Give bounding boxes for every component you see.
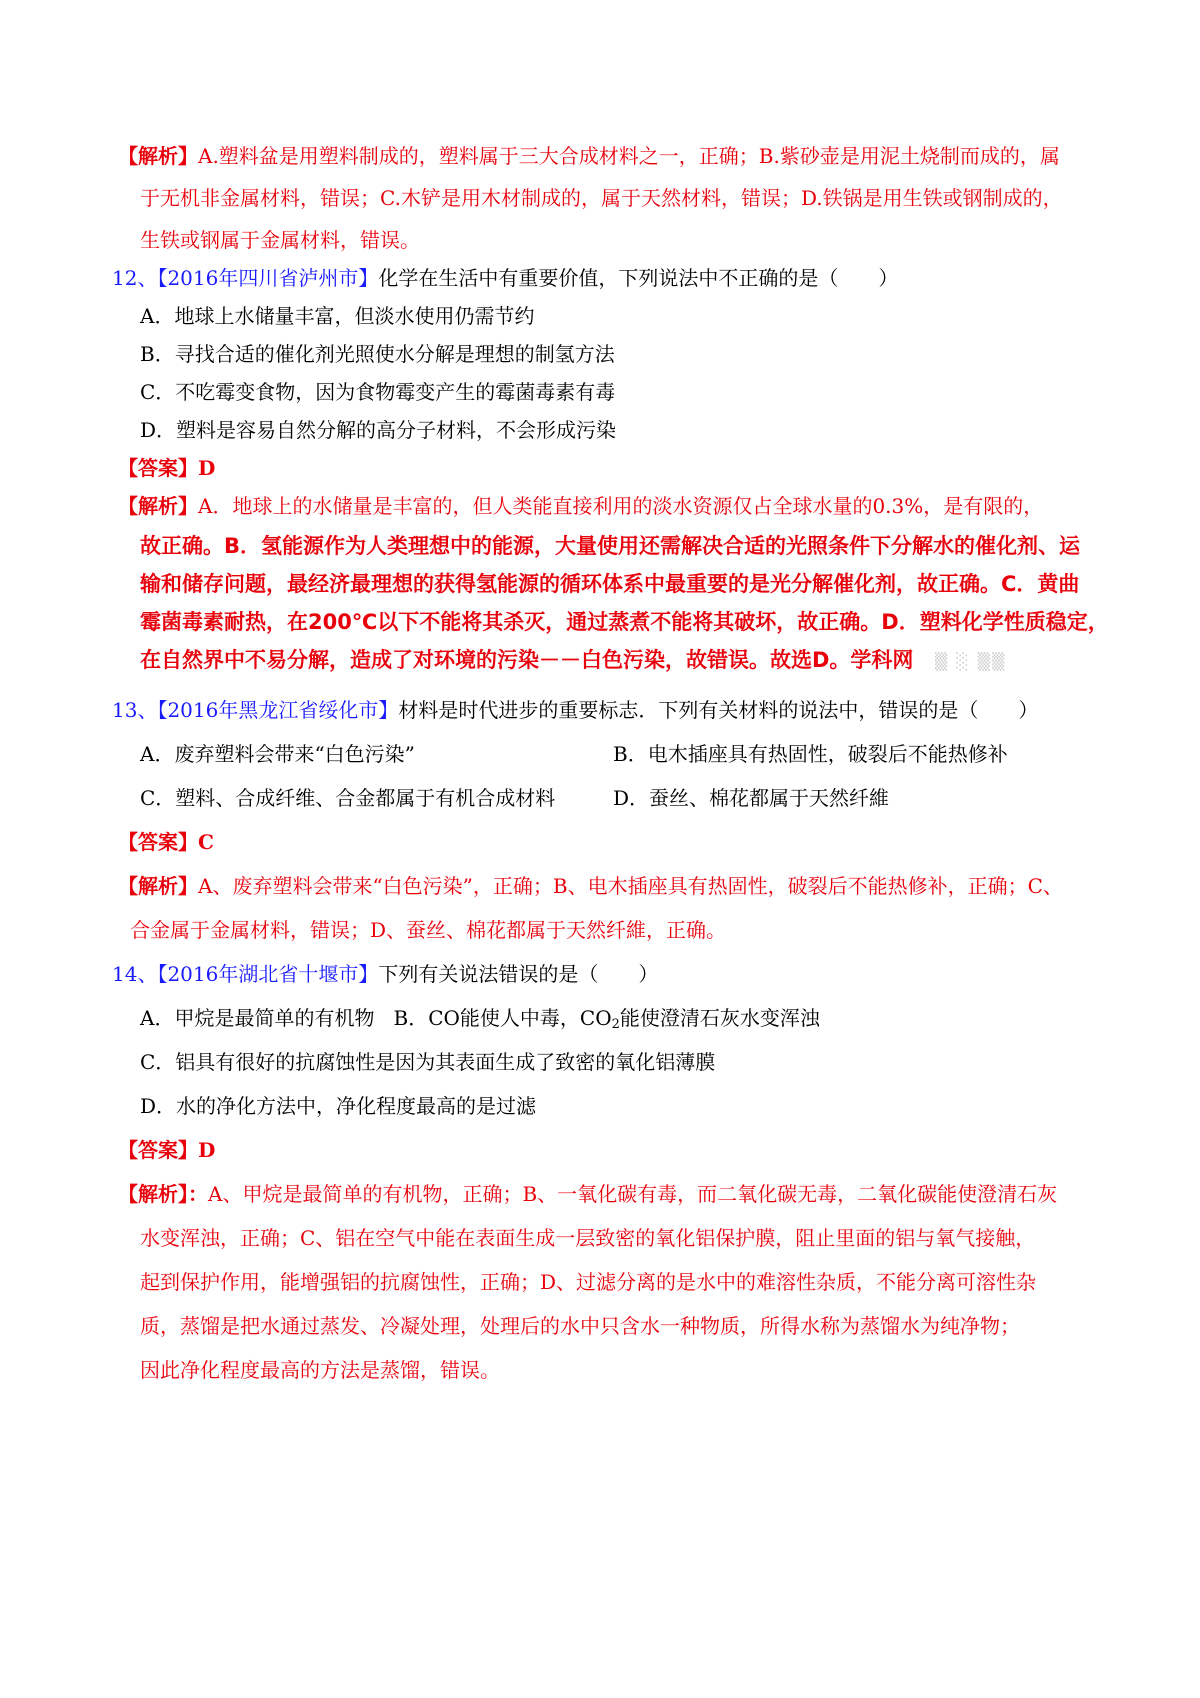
question-12-analysis-line-5: 在自然界中不易分解，造成了对环境的污染－－白色污染，故错误。故选D。学科网 (140, 648, 914, 672)
question-source: 【2016年四川省泸州市】 (157, 266, 379, 290)
question-14-analysis-line-1: 【解析】：A、甲烷是最简单的有机物，正确；B、一氧化碳有毒，而二氧化碳无毒，二氧化碳能使澄清石灰 (118, 1182, 1058, 1206)
question-14-option-d: D．水的净化方法中，净化程度最高的是过滤 (140, 1094, 537, 1118)
analysis-label: 【解析】： (118, 1182, 208, 1206)
answer-value: C (198, 830, 214, 854)
answer-label: 【答案】 (118, 456, 198, 480)
answer-label: 【答案】 (118, 830, 198, 854)
prev-analysis-line-3: 生铁或钢属于金属材料，错误。 (140, 228, 420, 252)
answer-label: 【答案】 (118, 1138, 198, 1162)
question-12-answer (118, 458, 215, 478)
question-14-analysis-line-5: 因此净化程度最高的方法是蒸馏，错误。 (140, 1358, 500, 1382)
question-13-analysis-line-2: 合金属于金属材料，错误；D、蚕丝、棉花都属于天然纤維，正确。 (130, 918, 727, 942)
question-12-option-b: B．寻找合适的催化剂光照使水分解是理想的制氢方法 (140, 342, 615, 366)
question-13-analysis-line-1: 【解析】A、废弃塑料会带来“白色污染”，正确；B、电木插座具有热固性，破裂后不能热修补，正确；C、 (118, 874, 1063, 898)
question-13-option-a: A．废弃塑料会带来“白色污染” (140, 742, 415, 766)
analysis-label: 【解析】 (118, 144, 198, 168)
question-12-option-c: C．不吃霉变食物，因为食物霉变产生的霉菌毒素有毒 (140, 380, 616, 404)
question-13-answer (118, 832, 214, 852)
question-text: 化学在生活中有重要价值，下列说法中不正确的是（ ） (378, 266, 899, 290)
question-text: 材料是时代进步的重要标志．下列有关材料的说法中，错误的是（ ） (398, 698, 1039, 722)
question-12-analysis-line-1: 【解析】A．地球上的水储量是丰富的，但人类能直接利用的淡水资源仅占全球水量的0.3%，是有限的， (118, 494, 1044, 518)
question-14-stem (112, 964, 658, 984)
question-12-analysis-line-3: 输和储存问题，最经济最理想的获得氢能源的循环体系中最重要的是光分解催化剂，故正确。C．黄曲 (140, 572, 1080, 596)
answer-value: D (198, 1138, 216, 1162)
question-14-option-c: C．铝具有很好的抗腐蚀性是因为其表面生成了致密的氧化铝薄膜 (140, 1050, 716, 1074)
question-12-analysis-line-2: 故正确。B．氢能源作为人类理想中的能源，大量使用还需解决合适的光照条件下分解水的催化剂、运 (140, 534, 1081, 558)
question-number: 12、 (112, 266, 158, 290)
prev-analysis-line-2: 于无机非金属材料，错误；C.木铲是用木材制成的，属于天然材料，错误；D.铁锅是用生铁或钢制成的， (140, 186, 1063, 210)
question-12-stem (112, 268, 898, 288)
analysis-label: 【解析】 (118, 494, 198, 518)
question-source: 【2016年湖北省十堰市】 (157, 962, 379, 986)
question-source: 【2016年黑龙江省绥化市】 (157, 698, 399, 722)
question-14-option-a: A．甲烷是最简单的有机物 (140, 1006, 375, 1030)
question-number: 13、 (112, 698, 158, 722)
question-12-option-a: A．地球上水储量丰富，但淡水使用仍需节约 (140, 304, 535, 328)
question-14-analysis-line-4: 质，蒸馏是把水通过蒸发、冷凝处理，处理后的水中只含水一种物质，所得水称为蒸馏水为纯净物； (140, 1314, 1020, 1338)
question-14-options-ab (140, 1006, 820, 1032)
question-number: 14、 (112, 962, 158, 986)
analysis-label: 【解析】 (118, 874, 198, 898)
question-12-option-d: D．塑料是容易自然分解的高分子材料，不会形成污染 (140, 418, 617, 442)
question-14-option-b: B．CO能使人中毒，$CO_2$能使澄清石灰水变浑浊 (393, 1006, 820, 1032)
question-13-stem (112, 700, 1038, 720)
question-12-analysis-line-4: 霉菌毒素耐热，在200℃以下不能将其杀灭，通过蒸煮不能将其破坏，故正确。D．塑料化学性质稳定， (140, 610, 1109, 634)
prev-analysis-line-1: 【解析】A.塑料盆是用塑料制成的，塑料属于三大合成材料之一，正确；B.紫砂壶是用泥土烧制而成的，属 (118, 144, 1060, 168)
question-14-analysis-line-3: 起到保护作用，能增强铝的抗腐蚀性，正确；D、过滤分离的是水中的难溶性杂质，不能分离可溶性杂 (140, 1270, 1037, 1294)
question-14-analysis-line-2: 水变浑浊，正确；C、铝在空气中能在表面生成一层致密的氧化铝保护膜，阻止里面的铝与氧气接触， (140, 1226, 1036, 1250)
question-text: 下列有关说法错误的是（ ） (378, 962, 659, 986)
question-13-option-b: B．电木插座具有热固性，破裂后不能热修补 (613, 742, 1008, 766)
question-13-option-c: C．塑料、合成纤维、合金都属于有机合成材料 (140, 786, 556, 810)
question-14-answer (118, 1140, 215, 1160)
question-13-option-d: D．蚕丝、棉花都属于天然纤維 (613, 786, 890, 810)
answer-value: D (198, 456, 216, 480)
watermark-decoration: ▒ ░ ▒▒ (935, 652, 1007, 671)
